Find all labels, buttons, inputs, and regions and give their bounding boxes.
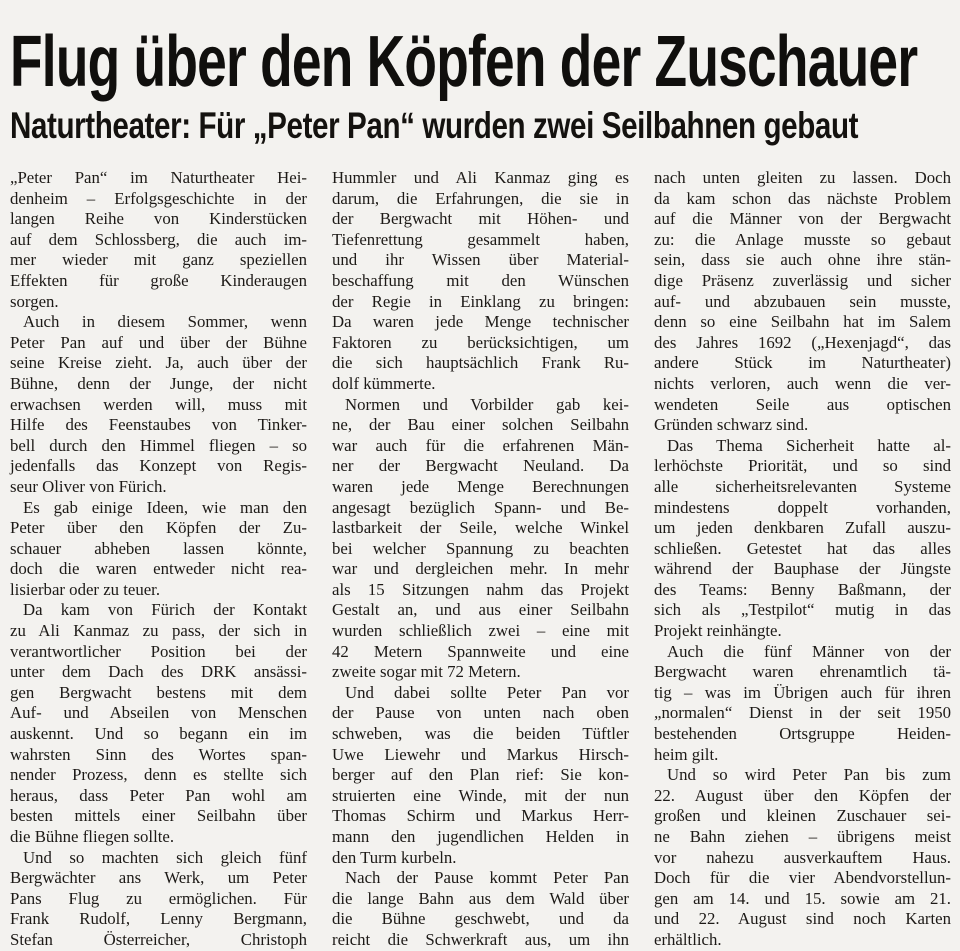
text-line: mer wieder mit ganz speziellen <box>10 250 307 270</box>
text-line: Frank Rudolf, Lenny Bergmann, <box>10 909 307 929</box>
text-line: mindestens doppelt vorhanden, <box>654 497 951 517</box>
article-header <box>10 22 950 146</box>
article-headline: Flug über den Köpfen der Zuschauer <box>10 22 918 102</box>
text-line: heim gilt. <box>654 744 719 764</box>
text-line: heraus, dass Peter Pan wohl am <box>10 785 307 805</box>
text-line: Thomas Schirm und Markus Herr- <box>332 806 629 826</box>
text-line: Es gab einige Ideen, wie man den <box>23 497 307 517</box>
text-line: denn so eine Seilbahn hat im Salem <box>654 312 951 332</box>
text-line: lerhöchste Priorität, und so sind <box>654 456 951 476</box>
text-line: beschaffung mit den Wünschen <box>332 270 629 290</box>
text-line: zu: die Anlage musste so gebaut <box>654 229 951 249</box>
text-line: wahrsten Sinn des Wortes span- <box>10 744 307 764</box>
text-line: Doch für die vier Abendvorstellun- <box>654 868 951 888</box>
text-line: vor nahezu ausverkauftem Haus. <box>654 847 951 867</box>
text-line: schauer abheben lassen könnte, <box>10 538 307 558</box>
text-line: der Bergwacht mit Höhen- und <box>332 209 629 229</box>
text-line: bestehenden Ortsgruppe Heiden- <box>654 724 951 744</box>
text-line: reicht die Schwerkraft aus, um ihn <box>332 929 629 949</box>
text-line: sein, dass sie auch ohne ihre stän- <box>654 250 951 270</box>
text-line: nach unten gleiten zu lassen. Doch <box>654 168 951 187</box>
text-line: Pans Flug zu ermöglichen. Für <box>10 888 307 908</box>
paragraph <box>332 395 629 683</box>
text-line: und 22. August sind noch Karten <box>654 909 951 929</box>
text-line: bei welcher Spannung zu beachten <box>332 538 629 558</box>
text-line: Effekten für große Kinderaugen <box>10 270 307 290</box>
text-line: Bühne, denn der Junge, der nicht <box>10 373 307 393</box>
text-line: Gestalt an, und aus einer Seilbahn <box>332 600 629 620</box>
text-line: berger auf den Plan rief: Sie kon- <box>332 765 629 785</box>
text-line: Bergwächter ans Werk, um Peter <box>10 868 307 888</box>
text-line: die sich hauptsächlich Frank Ru- <box>332 353 629 373</box>
text-line: seine Kreise zieht. Ja, auch über der <box>10 353 307 373</box>
text-line: mann den jugendlichen Helden in <box>332 827 629 846</box>
text-line: den Turm kurbeln. <box>332 847 457 867</box>
text-line: ne Bahn ziehen – übrigens meist <box>654 827 951 846</box>
paragraph <box>332 168 629 395</box>
text-line: der Regie in Einklang zu bringen: <box>332 291 629 311</box>
text-line: war auch für die erfahrenen Män- <box>332 435 629 455</box>
text-line: Faktoren zu berücksichtigen, um <box>332 332 629 352</box>
text-line: Hilfe des Feenstaubes von Tinker- <box>10 415 307 435</box>
text-line: gen am 14. und 15. sowie am 21. <box>654 888 951 908</box>
article-column-2 <box>332 168 629 951</box>
paragraph <box>10 312 307 497</box>
text-line: war und dergleichen mehr. In mehr <box>332 559 629 579</box>
text-line: schließen. Getestet hat das alles <box>654 538 951 558</box>
text-line: Auf- und Abseilen von Menschen <box>10 703 307 723</box>
text-line: Uwe Liewehr und Markus Hirsch- <box>332 744 629 764</box>
text-line: lisierbar oder zu teuer. <box>10 579 161 599</box>
text-line: Auch in diesem Sommer, wenn <box>23 312 307 332</box>
text-line: Nach der Pause kommt Peter Pan <box>345 868 629 888</box>
text-line: gen Bergwacht bestens mit dem <box>10 682 307 702</box>
paragraph <box>332 868 629 950</box>
paragraph <box>654 765 951 950</box>
text-line: Da waren jede Menge technischer <box>332 312 629 332</box>
text-line: lastbarkeit der Seile, welche Winkel <box>332 518 629 538</box>
text-line: die Bühne geschwebt, und da <box>332 909 629 929</box>
text-line: unter dem Dach des DRK ansässi- <box>10 662 307 682</box>
text-line: auf- und abzubauen sein musste, <box>654 291 951 311</box>
text-line: erwachsen werden will, muss mit <box>10 394 307 414</box>
text-line: nender Prozess, denn es stellte sich <box>10 765 307 785</box>
text-line: die Bühne fliegen sollte. <box>10 827 175 846</box>
text-line: als 15 Sitzungen nahm das Projekt <box>332 579 629 599</box>
text-line: und ihr Wissen über Material- <box>332 250 629 270</box>
text-line: wurden schließlich zwei – eine mit <box>332 621 629 641</box>
text-line: Das Thema Sicherheit hatte al- <box>667 435 951 455</box>
text-line: zu Ali Kanmaz zu pass, der sich in <box>10 621 307 641</box>
text-line: Und so machten sich gleich fünf <box>23 847 307 867</box>
text-line: struierten eine Winde, mit der nun <box>332 785 629 805</box>
text-line: Projekt reinhängte. <box>654 621 782 641</box>
text-line: besten mittels einer Seilbahn über <box>10 806 307 826</box>
text-line: „Peter Pan“ im Naturtheater Hei- <box>10 168 307 187</box>
text-line: jedenfalls das Konzept von Regis- <box>10 456 307 476</box>
text-line: während der Bauphase der Jüngste <box>654 559 951 579</box>
paragraph <box>10 848 307 951</box>
paragraph <box>10 168 307 312</box>
text-line: 22. August über den Köpfen der <box>654 785 951 805</box>
paragraph <box>654 168 951 436</box>
text-line: darum, die Erfahrungen, die sie in <box>332 188 629 208</box>
text-line: sorgen. <box>10 291 59 311</box>
text-line: Und so wird Peter Pan bis zum <box>667 765 951 785</box>
paragraph <box>10 498 307 601</box>
text-line: sich als „Testpilot“ mutig in das <box>654 600 951 620</box>
text-line: die lange Bahn aus dem Wald über <box>332 888 629 908</box>
text-line: langen Reihe von Kinderstücken <box>10 209 307 229</box>
text-line: Peter Pan auf und über der Bühne <box>10 332 307 352</box>
text-line: großen und kleinen Zuschauer sei- <box>654 806 951 826</box>
text-line: auf dem Schlossberg, die auch im- <box>10 229 307 249</box>
text-line: Auch die fünf Männer von der <box>667 641 951 661</box>
text-line: andere Stück im Naturtheater) <box>654 353 951 373</box>
text-line: dige Präsenz zuverlässig und sicher <box>654 270 951 290</box>
text-line: Hummler und Ali Kanmaz ging es <box>332 168 629 187</box>
paragraph <box>332 683 629 868</box>
text-line: Peter über den Köpfen der Zu- <box>10 518 307 538</box>
text-line: angesagt bezüglich Spann- und Be- <box>332 497 629 517</box>
text-line: auf die Männer von der Bergwacht <box>654 209 951 229</box>
article-body <box>10 168 950 951</box>
text-line: erhältlich. <box>654 929 722 949</box>
text-line: nichts verloren, auch wenn die ver- <box>654 373 951 393</box>
text-line: da kam schon das nächste Problem <box>654 188 951 208</box>
text-line: „normalen“ Dienst in der seit 1950 <box>654 703 951 723</box>
text-line: Da kam von Fürich der Kontakt <box>23 600 307 620</box>
article-column-1 <box>10 168 307 951</box>
text-line: schweben, was die beiden Tüftler <box>332 724 629 744</box>
text-line: seur Oliver von Fürich. <box>10 476 167 496</box>
text-line: der Pause von unten nach oben <box>332 703 629 723</box>
text-line: dolf kümmerte. <box>332 373 436 393</box>
text-line: des Jahres 1692 („Hexenjagd“, das <box>654 332 951 352</box>
text-line: Normen und Vorbilder gab kei- <box>345 394 629 414</box>
text-line: Und dabei sollte Peter Pan vor <box>345 682 629 702</box>
article-subheadline: Naturtheater: Für „Peter Pan“ wurden zwei Seilbahnen gebaut <box>10 105 859 146</box>
text-line: des Teams: Benny Baßmann, der <box>654 579 951 599</box>
text-line: um jeden denkbaren Zufall auszu- <box>654 518 951 538</box>
text-line: doch die waren entweder nicht rea- <box>10 559 307 579</box>
text-line: tig – was im Übrigen auch für ihren <box>654 682 951 702</box>
text-line: wendeten Seile aus optischen <box>654 394 951 414</box>
article-column-3 <box>654 168 951 951</box>
paragraph <box>654 436 951 642</box>
text-line: ne, der Bau einer solchen Seilbahn <box>332 415 629 435</box>
paragraph <box>10 600 307 847</box>
text-line: bell durch den Himmel fliegen – so <box>10 435 307 455</box>
text-line: ner der Bergwacht Neuland. Da <box>332 456 629 476</box>
text-line: alle sicherheitsrelevanten Systeme <box>654 476 951 496</box>
text-line: Gründen schwarz sind. <box>654 415 809 435</box>
text-line: denheim – Erfolgsgeschichte in der <box>10 188 307 208</box>
text-line: Bergwacht waren ehrenamtlich tä- <box>654 662 951 682</box>
text-line: zweite sogar mit 72 Metern. <box>332 662 521 682</box>
text-line: 42 Metern Spannweite und eine <box>332 641 629 661</box>
paragraph <box>654 642 951 766</box>
text-line: Tiefenrettung gesammelt haben, <box>332 229 629 249</box>
text-line: waren jede Menge Berechnungen <box>332 476 629 496</box>
text-line: verantwortlicher Position bei der <box>10 641 307 661</box>
text-line: auskennt. Und so begann ein im <box>10 724 307 744</box>
text-line: Stefan Österreicher, Christoph <box>10 929 307 949</box>
